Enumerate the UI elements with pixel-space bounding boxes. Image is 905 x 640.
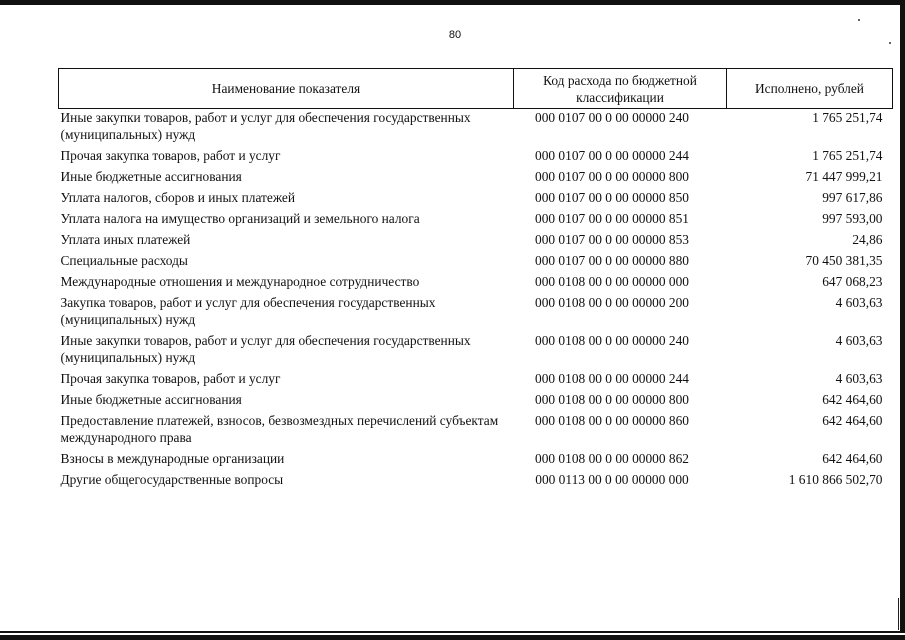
row-name: Взносы в международные организации bbox=[60, 451, 285, 466]
row-name: Иные бюджетные ассигнования bbox=[60, 169, 242, 184]
row-amount: 642 464,60 bbox=[822, 451, 883, 466]
table-row bbox=[59, 252, 893, 273]
table-row bbox=[59, 147, 893, 168]
row-code: 000 0108 00 0 00 00000 860 bbox=[535, 413, 689, 428]
header-budget-code: Код расхода по бюджетной классификации bbox=[514, 69, 727, 109]
table-row bbox=[59, 471, 893, 492]
row-amount: 642 464,60 bbox=[822, 413, 883, 428]
scan-border-top bbox=[0, 0, 905, 5]
row-code: 000 0108 00 0 00 00000 800 bbox=[535, 392, 689, 407]
table-row bbox=[59, 231, 893, 252]
row-code: 000 0108 00 0 00 00000 240 bbox=[535, 333, 689, 348]
scan-border-right bbox=[900, 0, 905, 640]
row-code: 000 0107 00 0 00 00000 244 bbox=[535, 148, 689, 163]
row-amount: 70 450 381,35 bbox=[805, 253, 883, 268]
table-row bbox=[59, 412, 893, 450]
row-amount: 71 447 999,21 bbox=[805, 169, 883, 184]
row-amount: 642 464,60 bbox=[822, 392, 883, 407]
row-name: Уплата иных платежей bbox=[60, 232, 191, 247]
table-row bbox=[59, 370, 893, 391]
row-code: 000 0107 00 0 00 00000 851 bbox=[535, 211, 689, 226]
page-number: 80 bbox=[448, 29, 462, 41]
row-code: 000 0107 00 0 00 00000 800 bbox=[535, 169, 689, 184]
row-name: Иные закупки товаров, работ и услуг для обеспечения государственных (муниципальных) нужд bbox=[60, 110, 471, 142]
row-amount: 1 610 866 502,70 bbox=[788, 472, 883, 487]
row-amount: 1 765 251,74 bbox=[812, 110, 883, 125]
row-name: Предоставление платежей, взносов, безвозмездных перечислений субъектам международного права bbox=[60, 413, 499, 445]
scan-artifact-dot bbox=[889, 42, 891, 44]
row-code: 000 0108 00 0 00 00000 200 bbox=[535, 295, 689, 310]
row-code: 000 0107 00 0 00 00000 880 bbox=[535, 253, 689, 268]
row-amount: 4 603,63 bbox=[835, 295, 883, 310]
row-name: Специальные расходы bbox=[60, 253, 188, 268]
row-amount: 997 593,00 bbox=[822, 211, 883, 226]
table-row bbox=[59, 189, 893, 210]
row-name: Международные отношения и международное сотрудничество bbox=[60, 274, 420, 289]
row-name: Иные бюджетные ассигнования bbox=[60, 392, 242, 407]
row-amount: 997 617,86 bbox=[822, 190, 883, 205]
row-amount: 4 603,63 bbox=[835, 333, 883, 348]
row-name: Иные закупки товаров, работ и услуг для обеспечения государственных (муниципальных) нужд bbox=[60, 333, 471, 365]
row-code: 000 0107 00 0 00 00000 853 bbox=[535, 232, 689, 247]
table-row bbox=[59, 450, 893, 471]
row-name: Уплата налогов, сборов и иных платежей bbox=[60, 190, 296, 205]
table-row bbox=[59, 391, 893, 412]
scan-artifact-dot bbox=[858, 19, 860, 21]
row-name: Другие общегосударственные вопросы bbox=[60, 472, 284, 487]
row-name: Уплата налога на имущество организаций и земельного налога bbox=[60, 211, 420, 226]
scan-border-bottom-gap bbox=[0, 633, 905, 635]
table-row bbox=[59, 294, 893, 332]
row-code: 000 0108 00 0 00 00000 862 bbox=[535, 451, 689, 466]
header-executed-amount: Исполнено, рублей bbox=[727, 69, 893, 109]
row-code: 000 0113 00 0 00 00000 000 bbox=[535, 472, 689, 487]
table-row bbox=[59, 109, 893, 148]
row-name: Прочая закупка товаров, работ и услуг bbox=[60, 371, 281, 386]
row-amount: 647 068,23 bbox=[822, 274, 883, 289]
row-name: Прочая закупка товаров, работ и услуг bbox=[60, 148, 281, 163]
row-code: 000 0107 00 0 00 00000 240 bbox=[535, 110, 689, 125]
row-name: Закупка товаров, работ и услуг для обеспечения государственных (муниципальных) нужд bbox=[60, 295, 436, 327]
row-amount: 1 765 251,74 bbox=[812, 148, 883, 163]
row-code: 000 0107 00 0 00 00000 850 bbox=[535, 190, 689, 205]
table-row bbox=[59, 210, 893, 231]
table-row bbox=[59, 168, 893, 189]
table-row bbox=[59, 273, 893, 294]
table-row bbox=[59, 332, 893, 370]
table-header-row bbox=[59, 69, 893, 109]
row-amount: 24,86 bbox=[852, 232, 883, 247]
header-indicator-name: Наименование показателя bbox=[59, 69, 514, 109]
budget-table bbox=[58, 68, 893, 492]
scan-artifact-line bbox=[898, 598, 899, 630]
row-code: 000 0108 00 0 00 00000 000 bbox=[535, 274, 689, 289]
row-amount: 4 603,63 bbox=[835, 371, 883, 386]
row-code: 000 0108 00 0 00 00000 244 bbox=[535, 371, 689, 386]
